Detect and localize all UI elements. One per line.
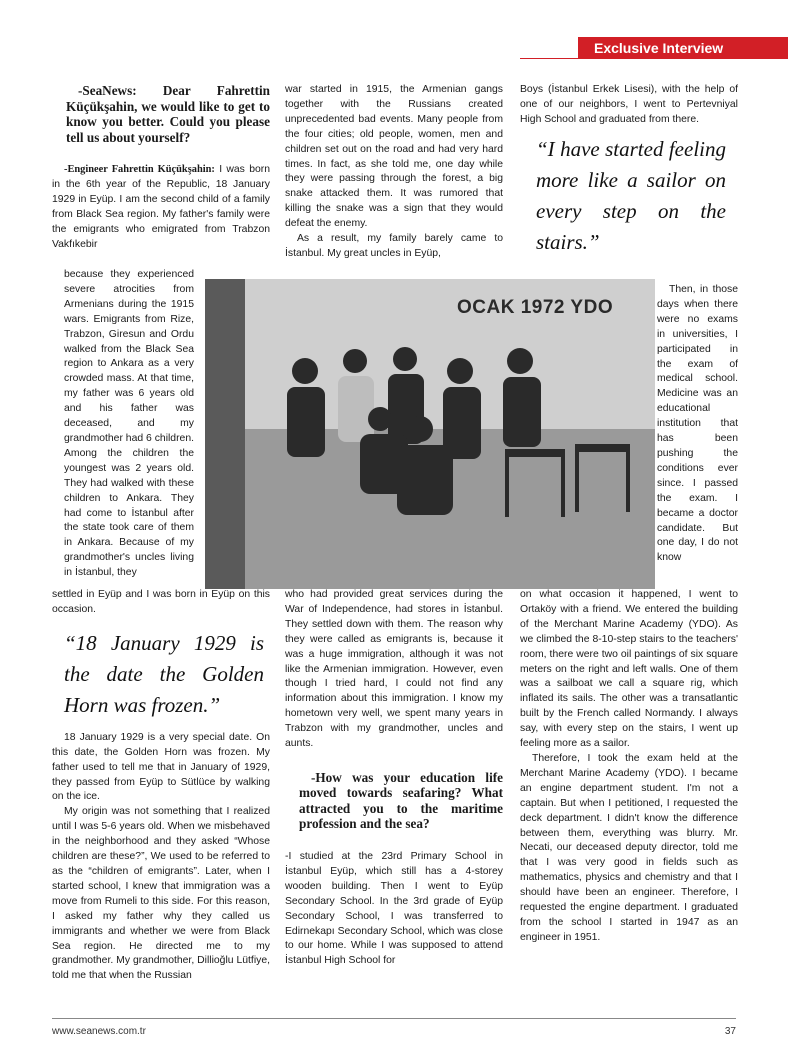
paragraph-3-3: on what occasion it happened, I went to Ortaköy with a friend. We entered the building of the Merchant Marine Academy (YDO). As we climbed the 8-10-step stairs to the teachers' room, there were two oil paintings of six square meters on the right and left walls. One of them was a sailboat we call a square rig, which inflated its sails. The other was a transatlantic built by the French called Normandy. I always say, with every step on the stairs, I went up feeling more as a sailor.: [520, 589, 738, 750]
column-2-lower: [285, 588, 503, 969]
column-3-lower: [520, 588, 738, 946]
page-number: 37: [724, 1026, 736, 1037]
question-2: -How was your education life moved towards seafaring? What attracted you to the maritime profession and the sea?: [299, 769, 503, 832]
answer-2: -I studied at the 23rd Primary School in İstanbul Eyüp, which still has a 4-storey wooden building. Then I went to Eyüp Secondary School. In the 3rd grade of Eyüp Secondary School, I was transferred to Edirnekapı Secondary School, which was close to our home. While I was supposed to attend İstanbul High School for: [285, 850, 503, 967]
answer-1-wide: [52, 163, 270, 252]
paragraph-3-1: Boys (İstanbul Erkek Lisesi), with the help of one of our neighbors, I went to Pertevniyal High School and graduated from there.: [520, 84, 738, 125]
question-1: -SeaNews: Dear Fahrettin Küçükşahin, we would like to get to know you better. Could you please tell us about yourself?: [66, 83, 270, 145]
column-1-narrow: [64, 268, 194, 581]
photo-illustration: [205, 279, 655, 589]
photo-caption: OCAK 1972 YDO: [457, 297, 614, 318]
pull-quote-1: “18 January 1929 is the date the Golden Horn was frozen.”: [64, 630, 264, 717]
paragraph-1-2: 18 January 1929 is a very special date. On this date, the Golden Horn was frozen. My father used to tell me that in January of 1929, they passed from Eyüp to Sütlüce by walking on the ice.: [52, 731, 270, 803]
section-rule: [520, 58, 788, 59]
footer-url: www.seanews.com.tr: [52, 1026, 146, 1037]
answer-1-end: settled in Eyüp and I was born in Eyüp on this occasion.: [52, 589, 270, 615]
paragraph-1-3: My origin was not something that I realized until I was 5-6 years old. When we misbehaved in the neighborhood and they asked “Whose children are these?”, We used to be referred to as the “children of emigrants”. Later, when I started school, I knew that immigration was a move from Rumeli to this side. For this reason, I asked my father why they called us immigrants and whether we were from Black Sea region. He directed me to my grandmother. My grandmother, Dillioğlu Lütfiye, told me that when the Russian: [52, 806, 270, 982]
paragraph-2-2: As a result, my family barely came to İstanbul. My great uncles in Eyüp,: [285, 233, 503, 259]
answer-speaker: -Engineer Fahrettin Küçükşahin:: [64, 164, 215, 175]
paragraph-3-2: Then, in those days when there were no exams in universities, I participated in the exam of medical school. Medicine was an educational institution that has been pushing the conditions ever since. I passed the exam. I became a doctor candidate. But one day, I do not know: [657, 284, 738, 564]
pull-quote-2: “I have started feeling more like a sailor on every step on the stairs.”: [536, 136, 726, 254]
column-1-lower: [52, 588, 270, 984]
paragraph-3-4: Therefore, I took the exam held at the Merchant Marine Academy (YDO). I became an engine department student. I'm not a captain. But when I petitioned, I requested the deck department. I didn't know the difference between them, everything was blurry. Mr. Necati, our deceased deputy director, told me that I was very good in fields such as mathematics, physics and chemistry and that I should have been an engineer. Therefore, I requested the engine department. I graduated from the school I started in 1947 as an engineer in 1951.: [520, 752, 738, 943]
answer-1-text: I was born in the 6th year of the Republic, 18 January 1929 in Eyüp. I am the second child of a family from Black Sea region. My father's family were the emigrants who emigrated from Trabzon Vakfıkebir: [52, 164, 270, 250]
column-2: [285, 83, 503, 262]
column-3-narrow: [657, 283, 738, 566]
paragraph-2-1: war started in 1915, the Armenian gangs together with the Russians created unprecedented bad events. Many people from the four cities; old people, women, men and children set out on the road and had very hard times. In fact, as she told me, one day while they were passing through the forest, a big snake attacked them. It was rumored that killing the snake was a sign that they would defeat the enemy.: [285, 84, 503, 230]
section-tag: Exclusive Interview: [578, 37, 788, 59]
historic-photo: [205, 279, 655, 589]
footer-rule: [52, 1018, 736, 1019]
answer-1-narrow: because they experienced severe atrocities from Armenians during the 1915 wars. Emigrants from Rize, Trabzon, Giresun and Ordu walked from the Black Sea region to Ankara as a very crowded mass. At that time, my father was 6 years old and his father was deceased, and my grandmother had 6 children. Among the children the youngest was 2 years old. They had walked with these children to Ankara. They had come to İstanbul after the state took care of them in Ankara. Because of my grandmother's uncles living in İstanbul, they: [64, 269, 194, 579]
column-3: [520, 83, 738, 258]
paragraph-2-3: who had provided great services during the War of Independence, had stores in İstanbul. They settled down with them. The reason why they were called as emigrants is, because it was a huge immigration, although it was not like the Armenian immigration. However, even though I tried hard, I could not find any information about this immigration. I know my hometown very well, we spent many years in Trabzon with my grandmother, uncles and aunts.: [285, 589, 503, 750]
column-1: [52, 83, 270, 252]
